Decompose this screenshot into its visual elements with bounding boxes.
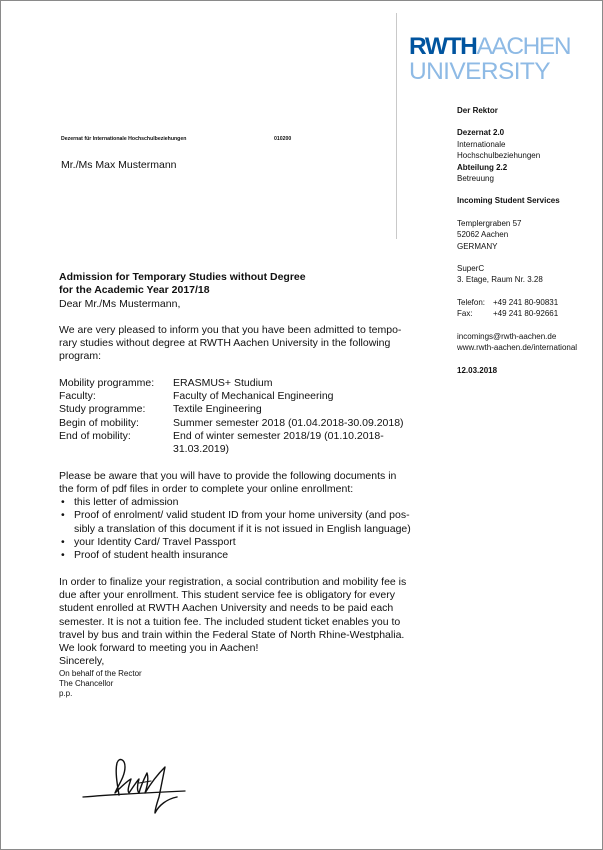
rwth-logo (409, 35, 587, 84)
phone-label: Telefon: (457, 297, 486, 307)
dezernat: Dezernat 2.0 (457, 128, 505, 138)
address-line2: 52062 Aachen (457, 230, 509, 240)
intro-line: program: (59, 350, 102, 363)
fax-number: +49 241 80-92661 (493, 309, 559, 319)
list-item (59, 536, 434, 549)
abteilung-sub: Betreuung (457, 174, 494, 184)
sincerely: Sincerely, (59, 655, 105, 668)
phone-number: +49 241 80-90831 (493, 297, 559, 307)
documents-line: the form of pdf files in order to complete your online enrollment: (59, 482, 354, 495)
program-label: Begin of mobility: (59, 416, 139, 429)
chancellor: The Chancellor (59, 678, 114, 688)
program-label: Study programme: (59, 403, 146, 416)
fax-row (457, 308, 597, 319)
list-item-text: • your Identity Card/ Travel Passport (74, 536, 236, 549)
subject-line2: for the Academic Year 2017/18 (59, 284, 210, 297)
program-value: End of winter semester 2018/19 (01.10.2018- (173, 429, 384, 442)
program-label: Mobility programme: (59, 376, 155, 389)
documents-line: Please be aware that you will have to provide the following documents in (59, 469, 397, 482)
list-item (59, 509, 434, 536)
list-item (59, 496, 434, 509)
subject-line1: Admission for Temporary Studies without Degree (59, 271, 306, 283)
program-value: Faculty of Mechanical Engineering (173, 390, 334, 403)
email-link[interactable]: incomings@rwth-aachen.de (457, 331, 557, 341)
sender-text: Dezernat für Internationale Hochschulbeziehungen (61, 136, 187, 142)
letter-body (59, 271, 434, 699)
program-value: Summer semester 2018 (01.04.2018-30.09.2018) (173, 416, 404, 429)
list-item-text: • this letter of admission (74, 496, 179, 509)
dezernat-sub2: Hochschulbeziehungen (457, 151, 541, 161)
fee-line: travel by bus and train within the Federal State of North Rhine-Westphalia. (59, 628, 405, 641)
recipient-name: Mr./Ms Max Mustermann (61, 159, 177, 171)
program-label (59, 443, 173, 456)
program-details (59, 377, 434, 457)
logo-aachen: AACHEN (476, 33, 571, 60)
address-line3: GERMANY (457, 241, 498, 251)
program-label: Faculty: (59, 390, 96, 403)
list-item-text: • Proof of enrolment/ valid student ID from your home university (and pos- (74, 509, 410, 522)
intro-paragraph (59, 324, 434, 364)
building-line2: 3. Etage, Raum Nr. 3.28 (457, 275, 543, 285)
building-line1: SuperC (457, 264, 485, 274)
phone-row (457, 297, 597, 308)
on-behalf: On behalf of the Rector (59, 668, 142, 678)
intro-line: We are very pleased to inform you that you have been admitted to tempo- (59, 323, 402, 336)
list-item-text: sibly a translation of this document if it is not issued in English language) (74, 522, 411, 535)
der-rektor: Der Rektor (457, 106, 498, 115)
sender-info (457, 105, 597, 376)
intro-line: rary studies without degree at RWTH Aachen University in the following (59, 337, 391, 350)
letter-date: 12.03.2018 (457, 365, 498, 375)
sender-code: 010200 (274, 136, 292, 142)
abteilung: Abteilung 2.2 (457, 162, 508, 172)
salutation: Dear Mr./Ms Mustermann, (59, 297, 181, 310)
list-item-text: • Proof of student health insurance (74, 549, 229, 562)
address-line1: Templergraben 57 (457, 218, 522, 228)
pp: p.p. (59, 688, 73, 698)
logo-rwth: RWTH (409, 33, 477, 60)
closing-line: We look forward to meeting you in Aachen! (59, 642, 259, 655)
program-value: ERASMUS+ Studium (173, 376, 273, 389)
fee-line: semester. It is not a tuition fee. The included student ticket enables you to (59, 615, 401, 628)
list-item (59, 549, 434, 562)
fee-paragraph (59, 576, 434, 642)
dezernat-sub1: Internationale (457, 139, 506, 149)
fee-line: due after your enrollment. This student service fee is obligatory for every (59, 588, 395, 601)
divider-line (396, 13, 397, 239)
service-name: Incoming Student Services (457, 196, 560, 206)
documents-list (59, 496, 434, 562)
program-label: End of mobility: (59, 429, 131, 442)
fax-label: Fax: (457, 309, 473, 319)
fee-line: student enrolled at RWTH Aachen University and needs to be paid each (59, 602, 394, 615)
program-value: Textile Engineering (173, 403, 262, 416)
documents-paragraph (59, 470, 434, 497)
logo-university: UNIVERSITY (409, 57, 551, 85)
fee-line: In order to finalize your registration, a social contribution and mobility fee is (59, 575, 407, 588)
handwritten-signature (81, 753, 191, 815)
program-value: 31.03.2019) (173, 443, 230, 456)
web-link[interactable]: www.rwth-aachen.de/international (457, 343, 578, 353)
sender-return-line (61, 136, 292, 142)
